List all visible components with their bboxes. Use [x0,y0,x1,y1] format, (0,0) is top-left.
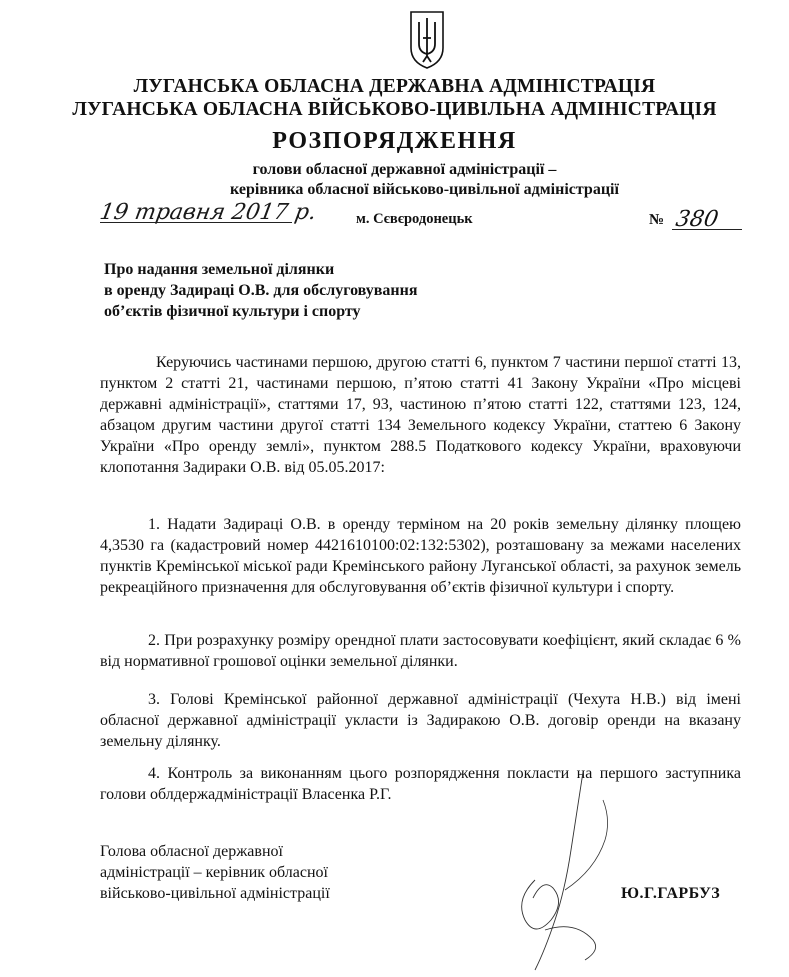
trident-icon [407,8,447,70]
paragraph-1: 1. Надати Задираці О.В. в оренду терміном на 20 років земельну ділянку площею 4,3530 га (кадастровий номер 4421610100:02:132:5302), розташовану за межами населених пунктів Кремінської міської ради Кремінського району Луганської області, за рахунок земель рекреаційного призначення для обслуговування об’єктів фізичної культури і спорту. [100,516,741,596]
date-underline [100,222,292,223]
paragraph-2: 2. При розрахунку розміру орендної плати застосовувати коефіцієнт, який складає 6 % від нормативної грошової оцінки земельної ділянки. [100,632,741,670]
subject-line3: об’єктів фізичної культури і спорту [104,303,361,320]
number-underline [672,229,742,230]
position-line2: адміністрації – керівник обласної [100,864,328,881]
position-line1: Голова обласної державної [100,843,283,860]
header-line2: ЛУГАНСЬКА ОБЛАСНА ВІЙСЬКОВО-ЦИВІЛЬНА АДМІНІСТРАЦІЯ [72,99,717,120]
preamble-paragraph: Керуючись частинами першою, другою статті 6, пунктом 7 частини першої статті 13, пунктом 2 статті 21, частинами першою, п’ятою статті 41 Закону України «Про місцеві державні адміністрації», статтями 17, 93, частиною п’ятою статті 122, статтями 123, 124, абзацом другим частини другої статті 134 Земельного кодексу України, статтею 6 Закону України «Про оренду землі», пунктом 288.5 Податкового кодексу України, враховуючи клопотання Задираки О.В. від 05.05.2017: [100,354,741,476]
paragraph-3: 3. Голові Кремінської районної державної адміністрації (Чехута Н.В.) від імені обласної державної адміністрації укласти із Задиракою О.В. договір оренди на вказану земельну ділянку. [100,691,741,750]
subject-line2: в оренду Задираці О.В. для обслуговування [104,282,418,299]
number-label: № [649,212,665,228]
paragraph-4: 4. Контроль за виконанням цього розпорядження покласти на першого заступника голови облдержадміністрації Власенка Р.Г. [100,765,741,803]
signatory-position [100,841,330,904]
city: м. Сєвєродонецьк [356,211,473,227]
number-handwritten: 380 [673,207,721,232]
position-line3: військово-цивільної адміністрації [100,885,330,902]
subject-line1: Про надання земельної ділянки [104,261,335,278]
subtitle-line1: голови обласної державної адміністрації – [252,161,557,178]
handwritten-signature [505,770,635,977]
document-type: РОЗПОРЯДЖЕННЯ [272,128,517,154]
subtitle-line2: керівника обласної військово-цивільної адміністрації [230,181,619,198]
signatory-name: Ю.Г.ГАРБУЗ [621,885,721,902]
date-handwritten: 19 травня 2017 р. [97,200,319,225]
header-line1: ЛУГАНСЬКА ОБЛАСНА ДЕРЖАВНА АДМІНІСТРАЦІЯ [133,76,656,97]
subject-block [104,259,418,322]
